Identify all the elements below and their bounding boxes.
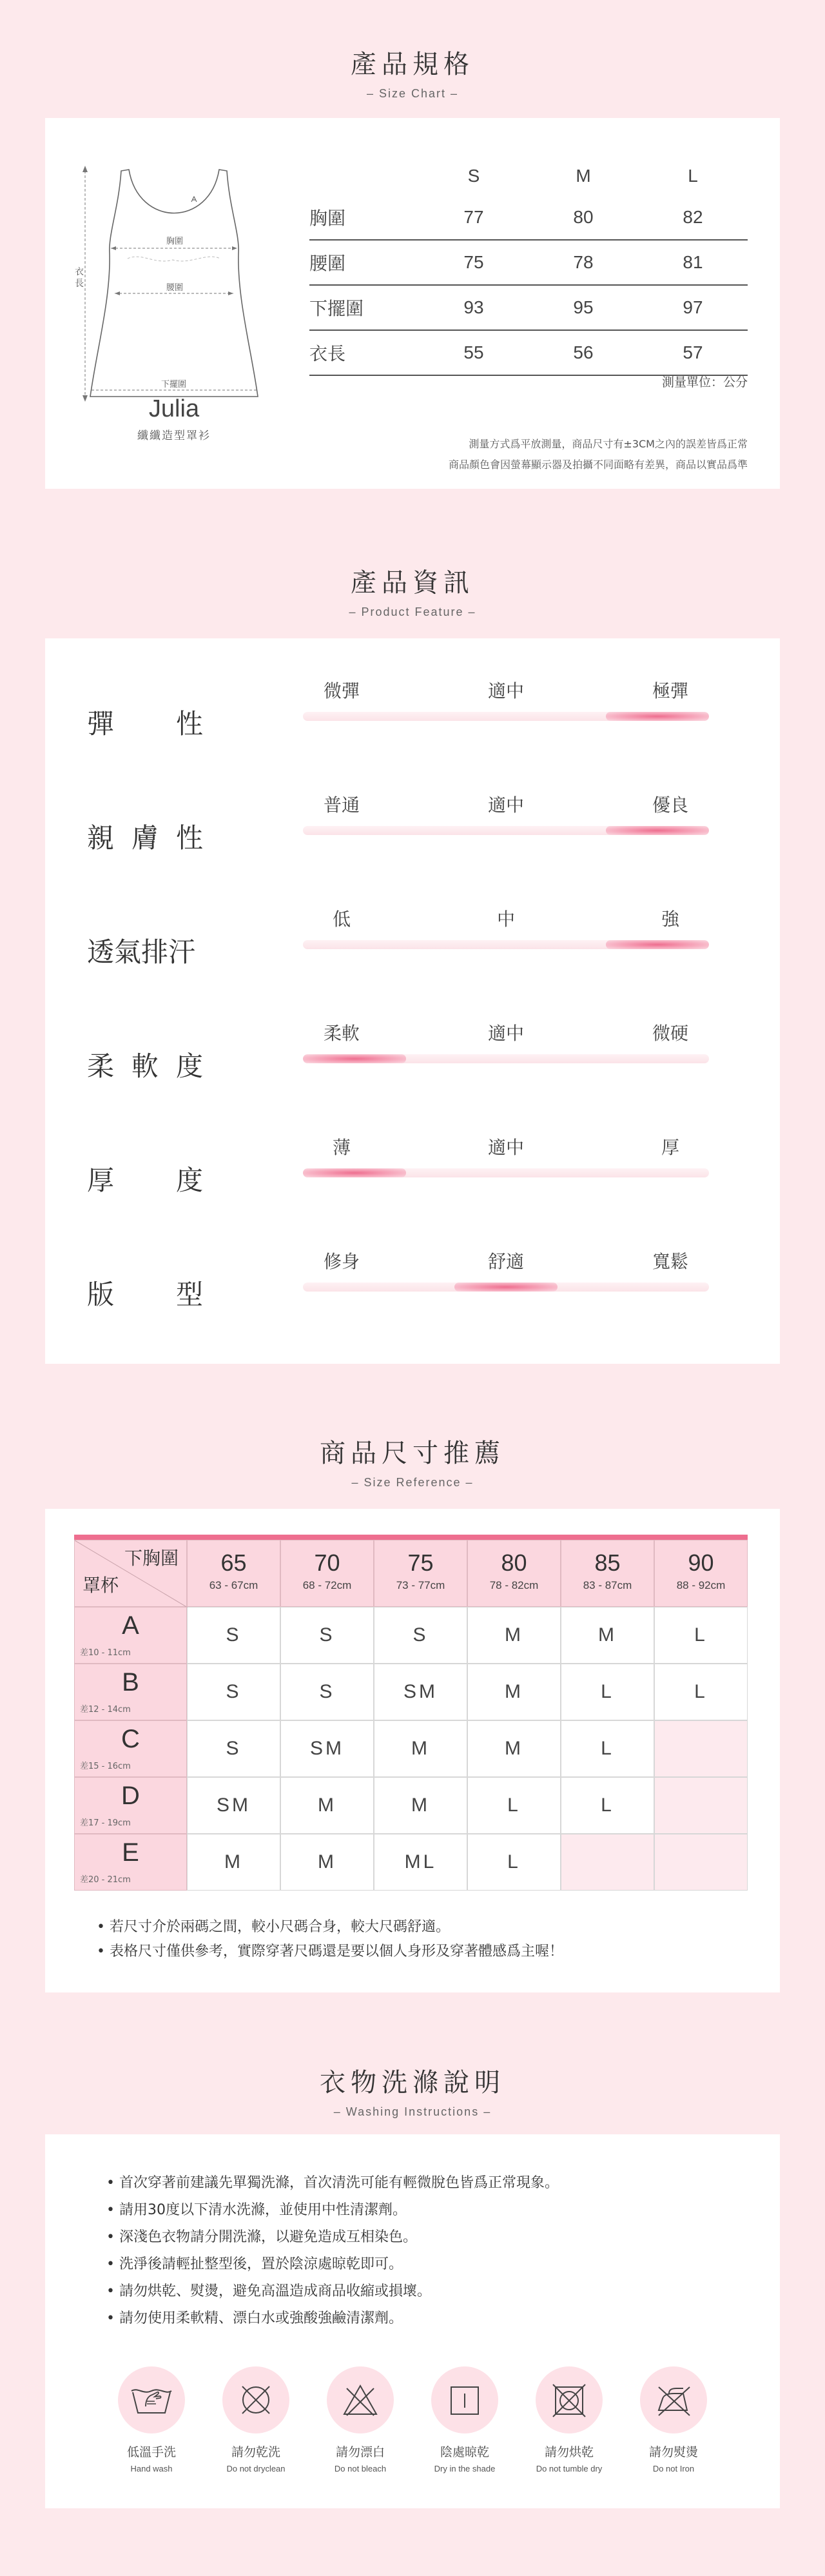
band-header-cell — [654, 1540, 748, 1607]
size-cell: L — [467, 1834, 561, 1891]
care-label-en: Do not dryclean — [226, 2464, 286, 2473]
feature-scale-bar — [303, 1168, 709, 1177]
size-cell: M — [187, 1834, 280, 1891]
spec-cell: 95 — [573, 297, 594, 317]
no-bleach-icon — [338, 2381, 383, 2419]
reference-table-corner — [74, 1540, 187, 1607]
size-cell: M — [280, 1834, 374, 1891]
feature-level-label: 普通 — [323, 794, 360, 816]
underbust-label: 下胸圍 — [124, 1548, 179, 1569]
product-description: 纖纖造型罩衫 — [137, 429, 211, 442]
cup-letter: C — [121, 1725, 140, 1753]
band-header-cell — [561, 1540, 654, 1607]
feature-label-char: 親 — [87, 822, 115, 854]
cup-difference: 差20 - 21cm — [80, 1875, 131, 1885]
reference-notes — [97, 1915, 563, 1964]
size-cell: M — [374, 1777, 467, 1834]
feature-title: 產品資訊 — [351, 568, 474, 598]
size-cell: S — [280, 1607, 374, 1664]
size-cell: L — [467, 1777, 561, 1834]
garment-waist-label: 腰圍 — [166, 283, 184, 293]
band-range: 63 - 67cm — [209, 1579, 258, 1591]
spec-col-m: M — [576, 166, 591, 186]
feature-level-label: 舒適 — [487, 1251, 524, 1272]
cup-letter: B — [122, 1668, 139, 1696]
list-item: • 請勿使用柔軟精、漂白水或強酸強鹼清潔劑。 — [106, 2310, 403, 2326]
feature-label-char: 厚 — [87, 1165, 115, 1196]
care-item-no-iron — [628, 2366, 719, 2473]
dry-in-shade-icon — [442, 2381, 487, 2419]
measurement-note — [449, 434, 748, 475]
feature-level-label: 微彈 — [323, 680, 360, 702]
feature-scale-indicator — [454, 1283, 558, 1292]
spec-cell: 75 — [463, 252, 484, 272]
spec-cell: 82 — [683, 207, 703, 227]
spec-cell: 55 — [463, 342, 484, 362]
table-row — [74, 1607, 748, 1664]
feature-scale-bar — [303, 1054, 709, 1063]
band-range: 88 - 92cm — [676, 1579, 726, 1591]
band-range: 83 - 87cm — [583, 1579, 632, 1591]
size-cell: M — [467, 1607, 561, 1664]
feature-scale-indicator — [606, 712, 709, 721]
size-cell: M — [467, 1664, 561, 1720]
spec-table-header — [309, 157, 748, 195]
feature-panel — [45, 638, 780, 1364]
list-item: • 深淺色衣物請分開洗滌，以避免造成互相染色。 — [106, 2229, 417, 2245]
care-label-zh: 低溫手洗 — [126, 2445, 176, 2459]
feature-label-char: 度 — [175, 1165, 203, 1196]
feature-scale-bar — [303, 940, 709, 949]
cup-header-cell — [74, 1664, 187, 1720]
feature-levels — [303, 1134, 709, 1159]
size-cell: M — [280, 1777, 374, 1834]
feature-label-char: 性 — [175, 708, 203, 740]
washing-title: 衣物洗滌說明 — [320, 2068, 505, 2098]
size-cell: L — [561, 1720, 654, 1777]
spec-cell: 97 — [683, 297, 703, 317]
table-row — [309, 286, 748, 331]
cup-difference: 差15 - 16cm — [80, 1762, 131, 1771]
table-row — [309, 195, 748, 241]
spec-col-l: L — [688, 166, 698, 186]
size-cell: S — [374, 1607, 467, 1664]
cup-header-cell — [74, 1777, 187, 1834]
band-header-cell — [374, 1540, 467, 1607]
feature-level-label: 中 — [496, 909, 515, 930]
feature-scale-bar — [303, 826, 709, 835]
size-cell — [561, 1834, 654, 1891]
cup-header-cell — [74, 1607, 187, 1664]
cup-letter: A — [122, 1611, 139, 1640]
care-item-dry-in-shade — [420, 2366, 510, 2473]
list-item: • 洗淨後請輕扯整型後，置於陰涼處晾乾即可。 — [106, 2256, 403, 2272]
size-cell: L — [561, 1664, 654, 1720]
band-range: 68 - 72cm — [302, 1579, 352, 1591]
feature-level-label: 厚 — [661, 1137, 679, 1158]
feature-label-char: 膚 — [131, 822, 159, 854]
no-iron-icon — [651, 2381, 696, 2419]
care-item-hand-wash — [106, 2366, 197, 2473]
care-item-no-bleach — [315, 2366, 405, 2473]
feature-level-label: 修身 — [323, 1251, 360, 1272]
feature-label-char: 柔 — [87, 1050, 115, 1082]
care-label-zh: 請勿漂白 — [335, 2445, 385, 2459]
reference-table-header — [74, 1540, 748, 1607]
size-reference-subtitle: – Size Reference – — [351, 1476, 474, 1489]
feature-label-char: 彈 — [87, 708, 115, 740]
feature-row — [45, 1235, 780, 1344]
feature-level-label: 極彈 — [652, 680, 688, 702]
feature-label — [87, 1159, 203, 1198]
cup-difference: 差17 - 19cm — [80, 1818, 131, 1828]
reference-table-top-bar — [74, 1535, 748, 1540]
feature-label-char: 型 — [175, 1279, 203, 1310]
spec-row-label: 下擺圍 — [309, 299, 364, 319]
feature-label-char: 軟 — [131, 1050, 159, 1082]
feature-level-label: 適中 — [487, 1137, 524, 1158]
size-cell: M — [374, 1720, 467, 1777]
washing-panel — [45, 2134, 780, 2508]
size-cell: M — [561, 1607, 654, 1664]
care-label-zh: 請勿乾洗 — [231, 2445, 280, 2459]
band-header-cell — [187, 1540, 280, 1607]
cup-difference: 差12 - 14cm — [80, 1705, 131, 1715]
table-row — [309, 241, 748, 286]
care-item-no-dryclean — [211, 2366, 301, 2473]
care-label-en: Do not tumble dry — [536, 2464, 603, 2473]
feature-label — [87, 817, 203, 856]
care-label-en: Hand wash — [130, 2464, 173, 2473]
spec-col-s: S — [467, 166, 480, 186]
size-spec-table — [309, 157, 748, 376]
band-header-cell — [467, 1540, 561, 1607]
washing-subtitle: – Washing Instructions – — [333, 2105, 492, 2118]
feature-label — [87, 703, 203, 742]
spec-cell: 80 — [573, 207, 594, 227]
care-label-zh: 陰處晾乾 — [440, 2445, 489, 2459]
reference-note: • 表格尺寸僅供參考，實際穿著尺碼還是要以個人身形及穿著體感爲主喔！ — [97, 1943, 563, 1960]
band-range: 78 - 82cm — [489, 1579, 539, 1591]
garment-length-label: 衣 長 — [75, 267, 84, 289]
cup-header-cell — [74, 1834, 187, 1891]
feature-level-label: 微硬 — [652, 1023, 688, 1044]
feature-level-label: 薄 — [332, 1137, 351, 1158]
band-range: 73 - 77cm — [396, 1579, 445, 1591]
feature-row — [45, 1007, 780, 1116]
feature-row — [45, 778, 780, 888]
band-size: 65 — [220, 1549, 247, 1576]
size-cell: L — [654, 1664, 748, 1720]
size-chart-subtitle: – Size Chart – — [366, 87, 459, 100]
size-reference-table — [74, 1540, 748, 1891]
cup-letter: E — [122, 1838, 139, 1867]
feature-level-label: 適中 — [487, 1023, 524, 1044]
feature-levels — [303, 791, 709, 817]
spec-cell: 77 — [463, 207, 484, 227]
reference-note: • 若尺寸介於兩碼之間，較小尺碼合身，較大尺碼舒適。 — [97, 1919, 450, 1935]
feature-label-char: 版 — [87, 1279, 115, 1310]
cup-header-cell — [74, 1720, 187, 1777]
feature-label-char: 性 — [175, 822, 203, 854]
size-reference-panel — [45, 1509, 780, 1992]
feature-label — [87, 1045, 203, 1084]
spec-cell: 78 — [573, 252, 594, 272]
feature-levels — [303, 1248, 709, 1273]
feature-level-label: 優良 — [652, 794, 688, 816]
care-label-en: Do not Iron — [652, 2464, 695, 2473]
feature-row — [45, 664, 780, 774]
feature-scale-indicator — [606, 826, 709, 835]
size-cell: L — [654, 1607, 748, 1664]
feature-scale-indicator — [303, 1054, 406, 1063]
table-row — [74, 1777, 748, 1834]
cup-label: 罩杯 — [82, 1575, 119, 1596]
band-size: 80 — [501, 1549, 527, 1576]
size-cell: SM — [280, 1720, 374, 1777]
size-cell — [654, 1720, 748, 1777]
list-item: • 請用30度以下清水洗滌，並使用中性清潔劑。 — [106, 2202, 407, 2218]
list-item: • 請勿烘乾、熨燙，避免高溫造成商品收縮或損壞。 — [106, 2283, 431, 2299]
no-dryclean-icon — [233, 2381, 278, 2419]
spec-cell: 57 — [683, 342, 703, 362]
care-label-zh: 請勿熨燙 — [648, 2445, 698, 2459]
spec-cell: 81 — [683, 252, 703, 272]
care-label-en: Do not bleach — [334, 2464, 387, 2473]
size-chart-header — [0, 44, 825, 101]
cup-letter: D — [121, 1782, 140, 1810]
measurement-note-line: 測量方式爲平放測量，商品尺寸有±3CM之內的誤差皆爲正常 — [469, 438, 748, 450]
size-chart-title: 產品規格 — [351, 50, 474, 79]
table-row — [309, 331, 748, 376]
feature-scale-indicator — [606, 940, 709, 949]
cup-difference: 差10 - 11cm — [80, 1648, 131, 1658]
feature-label-char: 度 — [175, 1050, 203, 1082]
size-cell: SM — [187, 1777, 280, 1834]
size-cell — [654, 1834, 748, 1891]
table-row — [74, 1720, 748, 1777]
size-cell: M — [467, 1720, 561, 1777]
feature-row — [45, 1121, 780, 1230]
care-symbols — [106, 2366, 719, 2473]
band-size: 70 — [314, 1549, 340, 1576]
feature-header — [0, 562, 825, 619]
feature-scale-bar — [303, 1283, 709, 1292]
band-size: 90 — [688, 1549, 714, 1576]
spec-cell: 56 — [573, 342, 594, 362]
feature-scale-indicator — [303, 1168, 406, 1177]
size-cell: S — [187, 1720, 280, 1777]
feature-level-label: 強 — [661, 909, 679, 930]
care-item-no-tumble-dry — [524, 2366, 614, 2473]
product-name: Julia — [148, 395, 200, 422]
garment-chest-label: 胸圍 — [166, 237, 184, 246]
feature-level-label: 適中 — [487, 794, 524, 816]
hand-wash-icon — [129, 2381, 174, 2419]
care-label-zh: 請勿烘乾 — [544, 2445, 594, 2459]
feature-levels — [303, 1019, 709, 1045]
size-reference-title: 商品尺寸推薦 — [320, 1439, 505, 1468]
size-cell: S — [187, 1607, 280, 1664]
feature-levels — [303, 905, 709, 931]
table-row — [74, 1834, 748, 1891]
spec-row-label: 腰圍 — [309, 253, 346, 273]
measurement-note-line: 商品顏色會因螢幕顯示器及拍攝不同面略有差異，商品以實品爲準 — [448, 458, 748, 471]
size-cell: S — [280, 1664, 374, 1720]
spec-cell: 93 — [463, 297, 484, 317]
feature-level-label: 低 — [332, 909, 351, 930]
list-item: • 首次穿著前建議先單獨洗滌，首次清洗可能有輕微脫色皆爲正常現象。 — [106, 2175, 559, 2191]
size-cell: L — [561, 1777, 654, 1834]
no-tumble-dry-icon — [547, 2381, 592, 2419]
size-cell — [654, 1777, 748, 1834]
band-size: 75 — [407, 1549, 434, 1576]
feature-level-label: 寬鬆 — [652, 1251, 688, 1272]
feature-level-label: 適中 — [487, 680, 524, 702]
size-cell: SM — [374, 1664, 467, 1720]
garment-hem-label: 下擺圍 — [161, 380, 187, 389]
spec-row-label: 衣長 — [309, 344, 346, 364]
care-label-en: Dry in the shade — [434, 2464, 496, 2473]
feature-label-char: 透氣排汗 — [87, 936, 196, 968]
spec-row-label: 胸圍 — [309, 208, 346, 228]
feature-row — [45, 892, 780, 1002]
feature-label — [87, 931, 203, 970]
feature-label — [87, 1273, 203, 1312]
washing-header — [0, 2062, 825, 2119]
feature-levels — [303, 677, 709, 703]
garment-diagram-icon — [77, 157, 271, 402]
size-chart-panel — [45, 118, 780, 489]
band-size: 85 — [594, 1549, 621, 1576]
table-row — [74, 1664, 748, 1720]
washing-instructions — [106, 2170, 559, 2332]
size-cell: S — [187, 1664, 280, 1720]
feature-subtitle: – Product Feature – — [349, 605, 476, 618]
feature-level-label: 柔軟 — [323, 1023, 360, 1044]
band-header-cell — [280, 1540, 374, 1607]
feature-scale-bar — [303, 712, 709, 721]
size-reference-header — [0, 1433, 825, 1490]
size-cell: ML — [374, 1834, 467, 1891]
measurement-unit: 測量單位：公分 — [661, 375, 748, 389]
